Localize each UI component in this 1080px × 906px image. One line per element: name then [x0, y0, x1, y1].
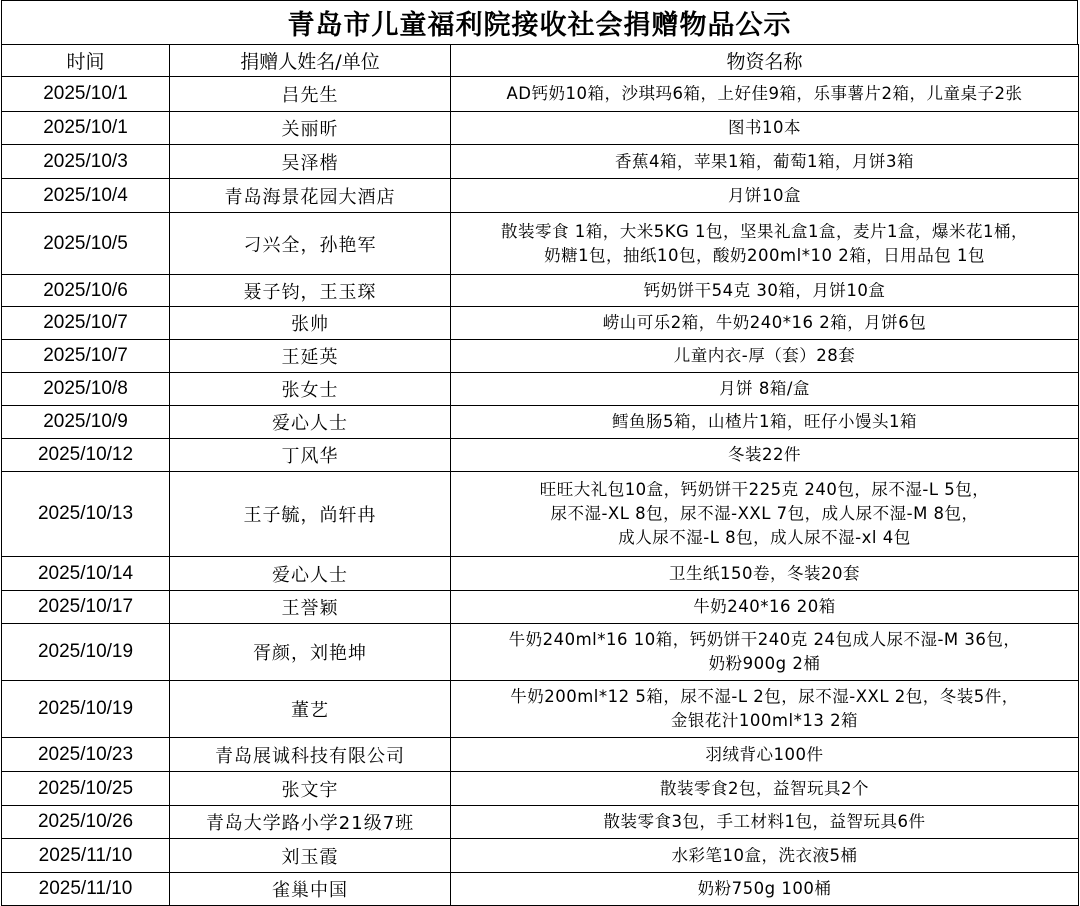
table-row: [2, 839, 1079, 873]
items-line: 散装零食 1箱，大米5KG 1包，坚果礼盒1盒，麦片1盒，爆米花1桶，: [500, 221, 1029, 241]
cell-items: [451, 179, 1079, 213]
items-line: 儿童内衣-厚（套）28套: [673, 346, 856, 365]
cell-date: 2025/11/10: [2, 873, 170, 906]
cell-items: [451, 591, 1079, 624]
items-line: 尿不湿-XL 8包，尿不湿-XXL 7包，成人尿不湿-M 8包，: [550, 504, 979, 523]
items-line: 羽绒背心100件: [705, 744, 824, 764]
cell-items: [451, 472, 1079, 557]
cell-items: [451, 439, 1079, 472]
items-line: 散装零食3包，手工材料1包，益智玩具6件: [603, 812, 926, 831]
cell-donor: 雀巢中国: [170, 873, 451, 906]
items-line: 钙奶饼干54克 30箱，月饼10盒: [643, 280, 886, 300]
cell-items: [451, 213, 1079, 275]
cell-donor: 吕先生: [170, 77, 451, 112]
items-line: AD钙奶10箱，沙琪玛6箱，上好佳9箱，乐事薯片2箱，儿童桌子2张: [506, 84, 1023, 103]
cell-date: 2025/10/4: [2, 179, 170, 213]
table-row: [2, 340, 1079, 373]
table-row: [2, 307, 1079, 340]
cell-date: 2025/11/10: [2, 839, 170, 873]
cell-donor: 青岛展诚科技有限公司: [170, 738, 451, 772]
items-line: 月饼 8箱/盒: [719, 379, 810, 398]
items-line: 月饼10盒: [728, 185, 801, 205]
table-row: [2, 145, 1079, 179]
donation-notice-sheet: [1, 0, 1078, 906]
page-title: 青岛市儿童福利院接收社会捐赠物品公示: [1, 0, 1078, 44]
cell-items: [451, 406, 1079, 439]
table-row: [2, 213, 1079, 275]
table-row: [2, 591, 1079, 624]
cell-date: 2025/10/19: [2, 624, 170, 681]
header-donor: 捐赠人姓名/单位: [170, 45, 451, 77]
items-line: 金银花汁100ml*13 2箱: [670, 711, 859, 730]
table-row: [2, 275, 1079, 307]
cell-items: [451, 681, 1079, 738]
table-row: [2, 738, 1079, 772]
cell-date: 2025/10/23: [2, 738, 170, 772]
cell-items: [451, 624, 1079, 681]
cell-donor: 胥颜，刘艳坤: [170, 624, 451, 681]
table-row: [2, 373, 1079, 406]
cell-date: 2025/10/25: [2, 772, 170, 806]
cell-donor: 关丽昕: [170, 112, 451, 145]
cell-date: 2025/10/13: [2, 472, 170, 557]
cell-date: 2025/10/12: [2, 439, 170, 472]
cell-date: 2025/10/9: [2, 406, 170, 439]
cell-items: [451, 112, 1079, 145]
cell-items: [451, 806, 1079, 839]
cell-donor: 爱心人士: [170, 406, 451, 439]
cell-date: 2025/10/19: [2, 681, 170, 738]
cell-donor: 张帅: [170, 307, 451, 340]
cell-items: [451, 373, 1079, 406]
donation-table: [1, 44, 1079, 906]
cell-items: [451, 145, 1079, 179]
table-row: [2, 873, 1079, 906]
cell-date: 2025/10/7: [2, 307, 170, 340]
items-line: 崂山可乐2箱，牛奶240*16 2箱，月饼6包: [602, 313, 927, 332]
header-date: 时间: [2, 45, 170, 77]
cell-date: 2025/10/5: [2, 213, 170, 275]
cell-date: 2025/10/8: [2, 373, 170, 406]
items-line: 卫生纸150卷，冬装20套: [669, 563, 860, 583]
cell-items: [451, 557, 1079, 591]
cell-donor: 青岛大学路小学21级7班: [170, 806, 451, 839]
items-line: 奶糖1包，抽纸10包，酸奶200ml*10 2箱，日用品包 1包: [544, 245, 985, 265]
cell-donor: 吴泽楷: [170, 145, 451, 179]
cell-date: 2025/10/1: [2, 112, 170, 145]
cell-donor: 刘玉霞: [170, 839, 451, 873]
items-line: 牛奶200ml*12 5箱，尿不湿-L 2包，尿不湿-XXL 2包，冬装5件，: [510, 687, 1019, 706]
cell-donor: 王延英: [170, 340, 451, 373]
cell-items: [451, 772, 1079, 806]
items-line: 冬装22件: [728, 445, 801, 464]
cell-donor: 爱心人士: [170, 557, 451, 591]
table-row: [2, 439, 1079, 472]
items-line: 香蕉4箱，苹果1箱，葡萄1箱，月饼3箱: [615, 151, 914, 171]
cell-donor: 董艺: [170, 681, 451, 738]
cell-donor: 王誉颖: [170, 591, 451, 624]
cell-items: [451, 873, 1079, 906]
cell-donor: 青岛海景花园大酒店: [170, 179, 451, 213]
cell-date: 2025/10/14: [2, 557, 170, 591]
cell-donor: 聂子钧，王玉琛: [170, 275, 451, 307]
items-line: 散装零食2包，益智玩具2个: [660, 778, 869, 798]
items-line: 鳕鱼肠5箱，山楂片1箱，旺仔小馒头1箱: [612, 412, 917, 431]
table-row: [2, 112, 1079, 145]
table-row: [2, 806, 1079, 839]
items-line: 奶粉900g 2桶: [708, 654, 821, 673]
items-line: 旺旺大礼包10盒，钙奶饼干225克 240包，尿不湿-L 5包，: [539, 480, 990, 499]
table-row: [2, 681, 1079, 738]
cell-date: 2025/10/3: [2, 145, 170, 179]
cell-donor: 张文宇: [170, 772, 451, 806]
table-row: [2, 406, 1079, 439]
cell-items: [451, 738, 1079, 772]
items-line: 奶粉750g 100桶: [697, 879, 832, 898]
items-line: 成人尿不湿-L 8包，成人尿不湿-xl 4包: [618, 528, 911, 547]
items-line: 牛奶240*16 20箱: [693, 597, 836, 616]
items-line: 图书10本: [728, 118, 801, 137]
table-row: [2, 77, 1079, 112]
cell-items: [451, 77, 1079, 112]
table-row: [2, 624, 1079, 681]
table-row: [2, 557, 1079, 591]
cell-date: 2025/10/1: [2, 77, 170, 112]
items-line: 牛奶240ml*16 10箱，钙奶饼干240克 24包成人尿不湿-M 36包，: [508, 630, 1021, 649]
cell-items: [451, 275, 1079, 307]
cell-date: 2025/10/17: [2, 591, 170, 624]
header-row: [2, 45, 1079, 77]
cell-date: 2025/10/6: [2, 275, 170, 307]
cell-donor: 刁兴全，孙艳军: [170, 213, 451, 275]
cell-donor: 丁风华: [170, 439, 451, 472]
header-items: 物资名称: [451, 45, 1079, 77]
cell-items: [451, 839, 1079, 873]
items-line: 水彩笔10盒，洗衣液5桶: [671, 845, 858, 865]
cell-date: 2025/10/26: [2, 806, 170, 839]
cell-donor: 王子毓，尚轩冉: [170, 472, 451, 557]
cell-donor: 张女士: [170, 373, 451, 406]
table-row: [2, 472, 1079, 557]
table-row: [2, 772, 1079, 806]
cell-items: [451, 340, 1079, 373]
cell-date: 2025/10/7: [2, 340, 170, 373]
cell-items: [451, 307, 1079, 340]
table-row: [2, 179, 1079, 213]
